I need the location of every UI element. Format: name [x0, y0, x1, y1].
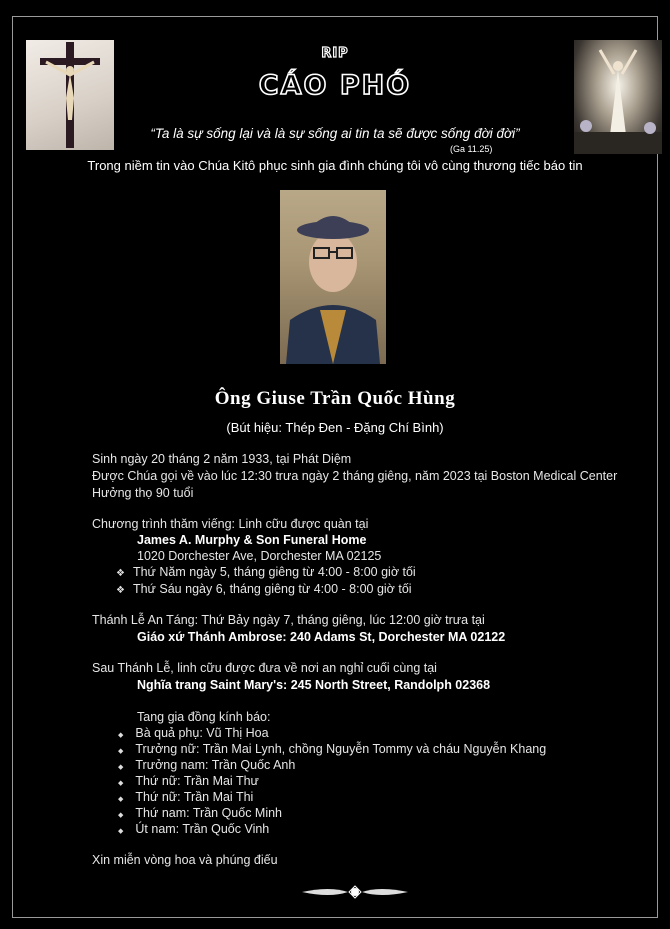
visitation-time-text: Thứ Năm ngày 5, tháng giêng từ 4:00 - 8:00 giờ tối: [132, 565, 416, 579]
visitation-intro: Chương trình thăm viếng: Linh cữu được quàn tại: [92, 517, 369, 531]
rip-label: RIP: [321, 46, 349, 61]
funeral-home-address: 1020 Dorchester Ave, Dorchester MA 02125: [137, 549, 382, 563]
family-intro: Tang gia đồng kính báo:: [137, 710, 271, 724]
death-line: Được Chúa gọi về vào lúc 12:30 trưa ngày 2 tháng giêng, năm 2023 tại Boston Medical Center: [92, 469, 618, 483]
family-member-item: [118, 822, 269, 836]
family-member-text: Trưởng nữ: Trần Mai Lynh, chồng Nguyễn Tommy và cháu Nguyễn Khang: [135, 742, 547, 756]
bullet-icon: ◆: [118, 764, 124, 771]
family-member-text: Bà quả phụ: Vũ Thị Hoa: [135, 726, 269, 740]
deceased-name: Ông Giuse Trần Quốc Hùng: [214, 388, 456, 409]
closing-note: Xin miễn vòng hoa và phúng điếu: [92, 853, 278, 867]
scripture-quote: “Ta là sự sống lại và là sự sống ai tin ta sẽ được sống đời đời”: [150, 126, 520, 141]
age-line: Hưởng thọ 90 tuổi: [92, 486, 194, 500]
family-member-item: [118, 790, 253, 804]
diamond-bullet-icon: ❖: [116, 568, 125, 579]
funeral-mass-line: Thánh Lễ An Táng: Thứ Bảy ngày 7, tháng giêng, lúc 12:00 giờ trưa tại: [92, 613, 485, 627]
ornament-divider-icon: [300, 884, 410, 900]
family-member-item: [118, 742, 546, 756]
bullet-icon: ◆: [118, 732, 124, 739]
family-member-item: [118, 758, 295, 772]
burial-line: Sau Thánh Lễ, linh cữu được đưa về nơi an nghỉ cuối cùng tại: [92, 661, 437, 675]
family-member-item: [118, 806, 282, 820]
page-border: [12, 16, 658, 918]
bullet-icon: ◆: [118, 812, 124, 819]
funeral-mass-location: Giáo xứ Thánh Ambrose: 240 Adams St, Dorchester MA 02122: [137, 630, 506, 644]
portrait-photo: [280, 190, 386, 364]
diamond-bullet-icon: ❖: [116, 585, 125, 596]
pen-name: (Bút hiệu: Thép Đen - Đặng Chí Bình): [226, 420, 444, 435]
funeral-home-name: James A. Murphy & Son Funeral Home: [137, 533, 367, 547]
visitation-time-item: [116, 582, 412, 596]
family-member-item: [118, 726, 269, 740]
family-member-text: Thứ nam: Trần Quốc Minh: [135, 806, 283, 820]
bullet-icon: ◆: [118, 796, 124, 803]
family-member-text: Thứ nữ: Trần Mai Thi: [135, 790, 254, 804]
family-member-item: [118, 774, 259, 788]
family-member-text: Trưởng nam: Trần Quốc Anh: [135, 758, 296, 772]
family-member-text: Thứ nữ: Trần Mai Thư: [135, 774, 259, 788]
visitation-time-text: Thứ Sáu ngày 6, tháng giêng từ 4:00 - 8:00 giờ tối: [132, 582, 412, 596]
visitation-time-item: [116, 565, 416, 579]
burial-location: Nghĩa trang Saint Mary's: 245 North Street, Randolph 02368: [137, 678, 491, 692]
page-title: CÁO PHÓ: [258, 70, 412, 101]
family-member-text: Út nam: Trần Quốc Vinh: [135, 822, 270, 836]
birth-line: Sinh ngày 20 tháng 2 năm 1933, tại Phát Diệm: [92, 452, 352, 466]
bullet-icon: ◆: [118, 828, 124, 835]
scripture-reference: (Ga 11.25): [450, 144, 493, 154]
intro-text: Trong niềm tin vào Chúa Kitô phục sinh gia đình chúng tôi vô cùng thương tiếc báo tin: [87, 158, 583, 173]
bullet-icon: ◆: [118, 780, 124, 787]
bullet-icon: ◆: [118, 748, 124, 755]
